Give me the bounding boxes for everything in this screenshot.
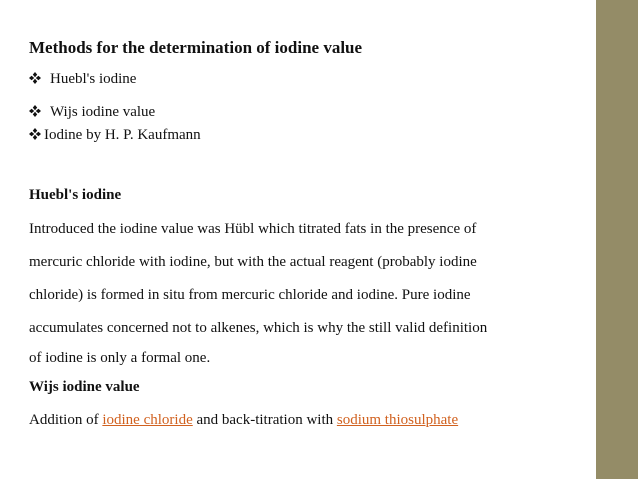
four-diamond-bullet-icon (29, 72, 41, 84)
slide-title: Methods for the determination of iodine value (29, 38, 363, 57)
paragraph-line: Introduced the iodine value was Hübl which titrated fats in the presence of (29, 221, 477, 237)
four-diamond-bullet-icon (29, 128, 41, 140)
wijs-description (29, 411, 458, 429)
sodium-thiosulphate-link[interactable]: sodium thiosulphate (336, 412, 459, 428)
bullet-item-huebl (29, 70, 136, 88)
iodine-chloride-link[interactable]: iodine chloride (102, 412, 193, 428)
decorative-sidebar (596, 0, 638, 479)
bullet-item-kaufmann (29, 126, 201, 144)
bullet-label: Wijs iodine value (50, 104, 156, 120)
description-text: and back-titration with (192, 412, 337, 428)
paragraph-line: accumulates concerned not to alkenes, which is why the still valid definition (29, 320, 488, 336)
bullet-item-wijs (29, 103, 155, 121)
description-text: Addition of (29, 412, 103, 428)
bullet-label: Iodine by H. P. Kaufmann (44, 127, 201, 143)
paragraph-line: chloride) is formed in situ from mercuric chloride and iodine. Pure iodine (29, 287, 471, 303)
bullet-label: Huebl's iodine (50, 71, 137, 87)
paragraph-line: of iodine is only a formal one. (29, 350, 211, 366)
section-heading-wijs: Wijs iodine value (29, 379, 140, 395)
paragraph-line: mercuric chloride with iodine, but with the actual reagent (probably iodine (29, 254, 477, 270)
four-diamond-bullet-icon (29, 105, 41, 117)
section-heading-huebl: Huebl's iodine (29, 187, 122, 203)
